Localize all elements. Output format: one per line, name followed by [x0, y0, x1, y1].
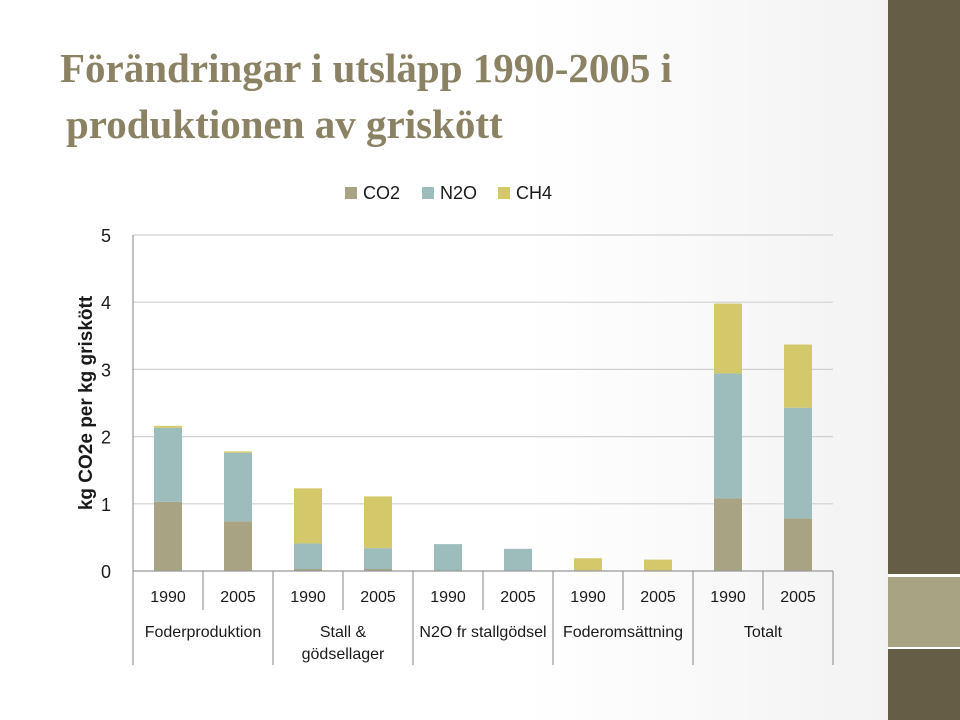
year-label: 2005: [780, 589, 816, 606]
legend-label-co2: CO2: [363, 183, 401, 203]
legend-swatch-ch4: [498, 187, 510, 199]
y-tick-label: 0: [100, 562, 111, 582]
bar-segment-n2o: [434, 544, 462, 571]
bar-segment-n2o: [364, 548, 392, 569]
bar-segment-co2: [784, 519, 812, 571]
category-label: Foderomsättning: [562, 624, 684, 641]
legend-label-n2o: N2O: [440, 183, 478, 203]
year-label: 1990: [430, 589, 466, 606]
y-tick-label: 3: [100, 360, 111, 381]
bar-segment-ch4: [784, 345, 812, 408]
legend-swatch-co2: [345, 187, 357, 199]
bar-segment-ch4: [364, 496, 392, 548]
year-label: 2005: [360, 589, 396, 606]
category-label: Stall & gödsellager: [301, 624, 385, 663]
category-label: Totalt: [743, 624, 783, 641]
legend-label-ch4: CH4: [516, 183, 553, 203]
year-label: 2005: [220, 589, 256, 606]
bar-segment-n2o: [714, 373, 742, 498]
category-label: N2O fr stallgödsel: [419, 624, 547, 641]
decorative-side-band: [888, 0, 960, 720]
title-line-2: produktionen av griskött: [66, 101, 503, 147]
title-line-1: Förändringar i utsläpp 1990-2005 i: [60, 45, 673, 91]
bar-segment-ch4: [224, 451, 252, 452]
year-label: 2005: [500, 589, 536, 606]
legend-swatch-n2o: [422, 187, 434, 199]
year-label: 1990: [710, 589, 746, 606]
year-label: 1990: [290, 589, 326, 606]
year-label: 1990: [570, 589, 606, 606]
category-label: Foderproduktion: [144, 624, 262, 641]
y-tick-label: 4: [100, 293, 111, 314]
band-accent: [888, 577, 960, 647]
y-axis-title: kg CO2e per kg griskött: [76, 295, 97, 511]
y-tick-label: 1: [100, 494, 111, 515]
bar-segment-ch4: [714, 304, 742, 374]
bar-segment-n2o: [154, 428, 182, 502]
bar-segment-n2o: [294, 543, 322, 569]
bar-segment-ch4: [574, 558, 602, 571]
year-label: 2005: [640, 589, 676, 606]
bar-segment-n2o: [504, 549, 532, 571]
bar-segment-ch4: [294, 488, 322, 543]
bar-segment-co2: [224, 521, 252, 571]
y-tick-label: 2: [100, 427, 111, 448]
y-tick-label: 5: [100, 226, 111, 246]
bar-segment-n2o: [784, 408, 812, 519]
year-label: 1990: [150, 589, 186, 606]
band-divider: [888, 647, 960, 649]
bar-segment-ch4: [154, 426, 182, 428]
bar-segment-ch4: [644, 560, 672, 571]
bar-segment-co2: [714, 498, 742, 571]
bar-segment-co2: [154, 502, 182, 571]
bar-segment-n2o: [224, 453, 252, 522]
